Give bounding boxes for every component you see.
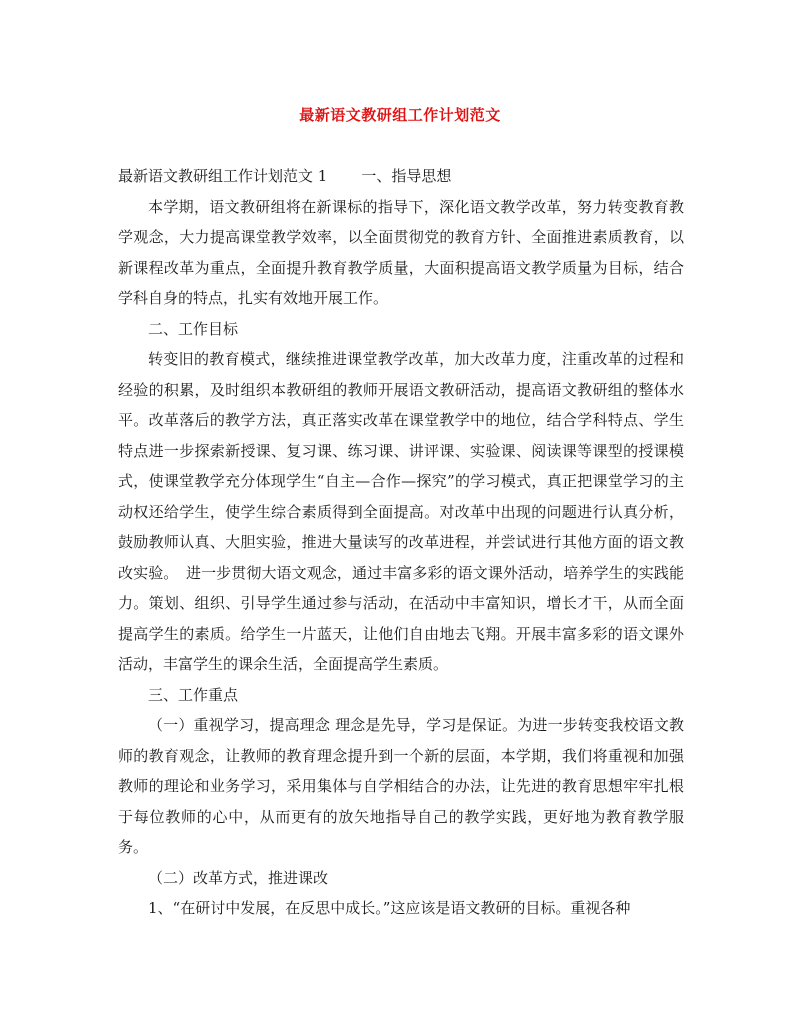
doc-label: 最新语文教研组工作计划范文 1	[118, 167, 328, 185]
paragraph-guiding-thought: 本学期，语文教研组将在新课标的指导下，深化语文教学改革，努力转变教育教学观念，大力提高课堂教学效率，以全面贯彻党的教育方针、全面推进素质教育，以新课程改革为重点，全面提升教育教学质量，大面积提高语文教学质量为目标，结合学科自身的特点，扎实有效地开展工作。	[118, 197, 684, 307]
section-heading-1: 一、指导思想	[361, 167, 452, 185]
heading-line	[118, 161, 684, 192]
paragraph-study-focus: （一）重视学习，提高理念 理念是先导，学习是保证。为进一步转变我校语文教师的教育观念，让教师的教育理念提升到一个新的层面，本学期，我们将重视和加强教师的理论和业务学习，采用集体与自学相结合的办法，让先进的教育思想牢牢扎根于每位教师的心中，从而更有的放矢地指导自己的教学实践，更好地为教育教学服务。	[118, 716, 684, 856]
section-heading-3: 三、工作重点	[148, 685, 239, 704]
document-body	[118, 161, 684, 924]
paragraph-reform-item-1: 1、“在研讨中发展，在反思中成长。”这应该是语文教研的目标。重视各种	[148, 899, 631, 917]
document-title: 最新语文教研组工作计划范文	[299, 106, 501, 124]
paragraph-work-goals: 转变旧的教育模式，继续推进课堂教学改革，加大改革力度，注重改革的过程和经验的积累，及时组织本教研组的教师开展语文教研活动，提高语文教研组的整体水平。改革落后的教学方法，真正落实改革在课堂教学中的地位，结合学科特点、学生特点进一步探索新授课、复习课、练习课、讲评课、实验课、阅读课等课型的授课模式，使课堂教学充分体现学生“自主—合作—探究”的学习模式，真正把课堂学习的主动权还给学生，使学生综合素质得到全面提高。对改革中出现的问题进行认真分析，鼓励教师认真、大胆实验，推进大量读写的改革进程，并尝试进行其他方面的语文教改实验。 进一步贯彻大语文观念，通过丰富多彩的语文课外活动，培养学生的实践能力。策划、组织、引导学生通过参与活动，在活动中丰富知识，增长才干，从而全面提高学生的素质。给学生一片蓝天，让他们自由地去飞翔。开展丰富多彩的语文课外活动，丰富学生的课余生活，全面提高学生素质。	[118, 350, 684, 673]
subheading-reform: （二）改革方式，推进课改	[148, 868, 329, 887]
section-heading-2: 二、工作目标	[148, 319, 239, 338]
